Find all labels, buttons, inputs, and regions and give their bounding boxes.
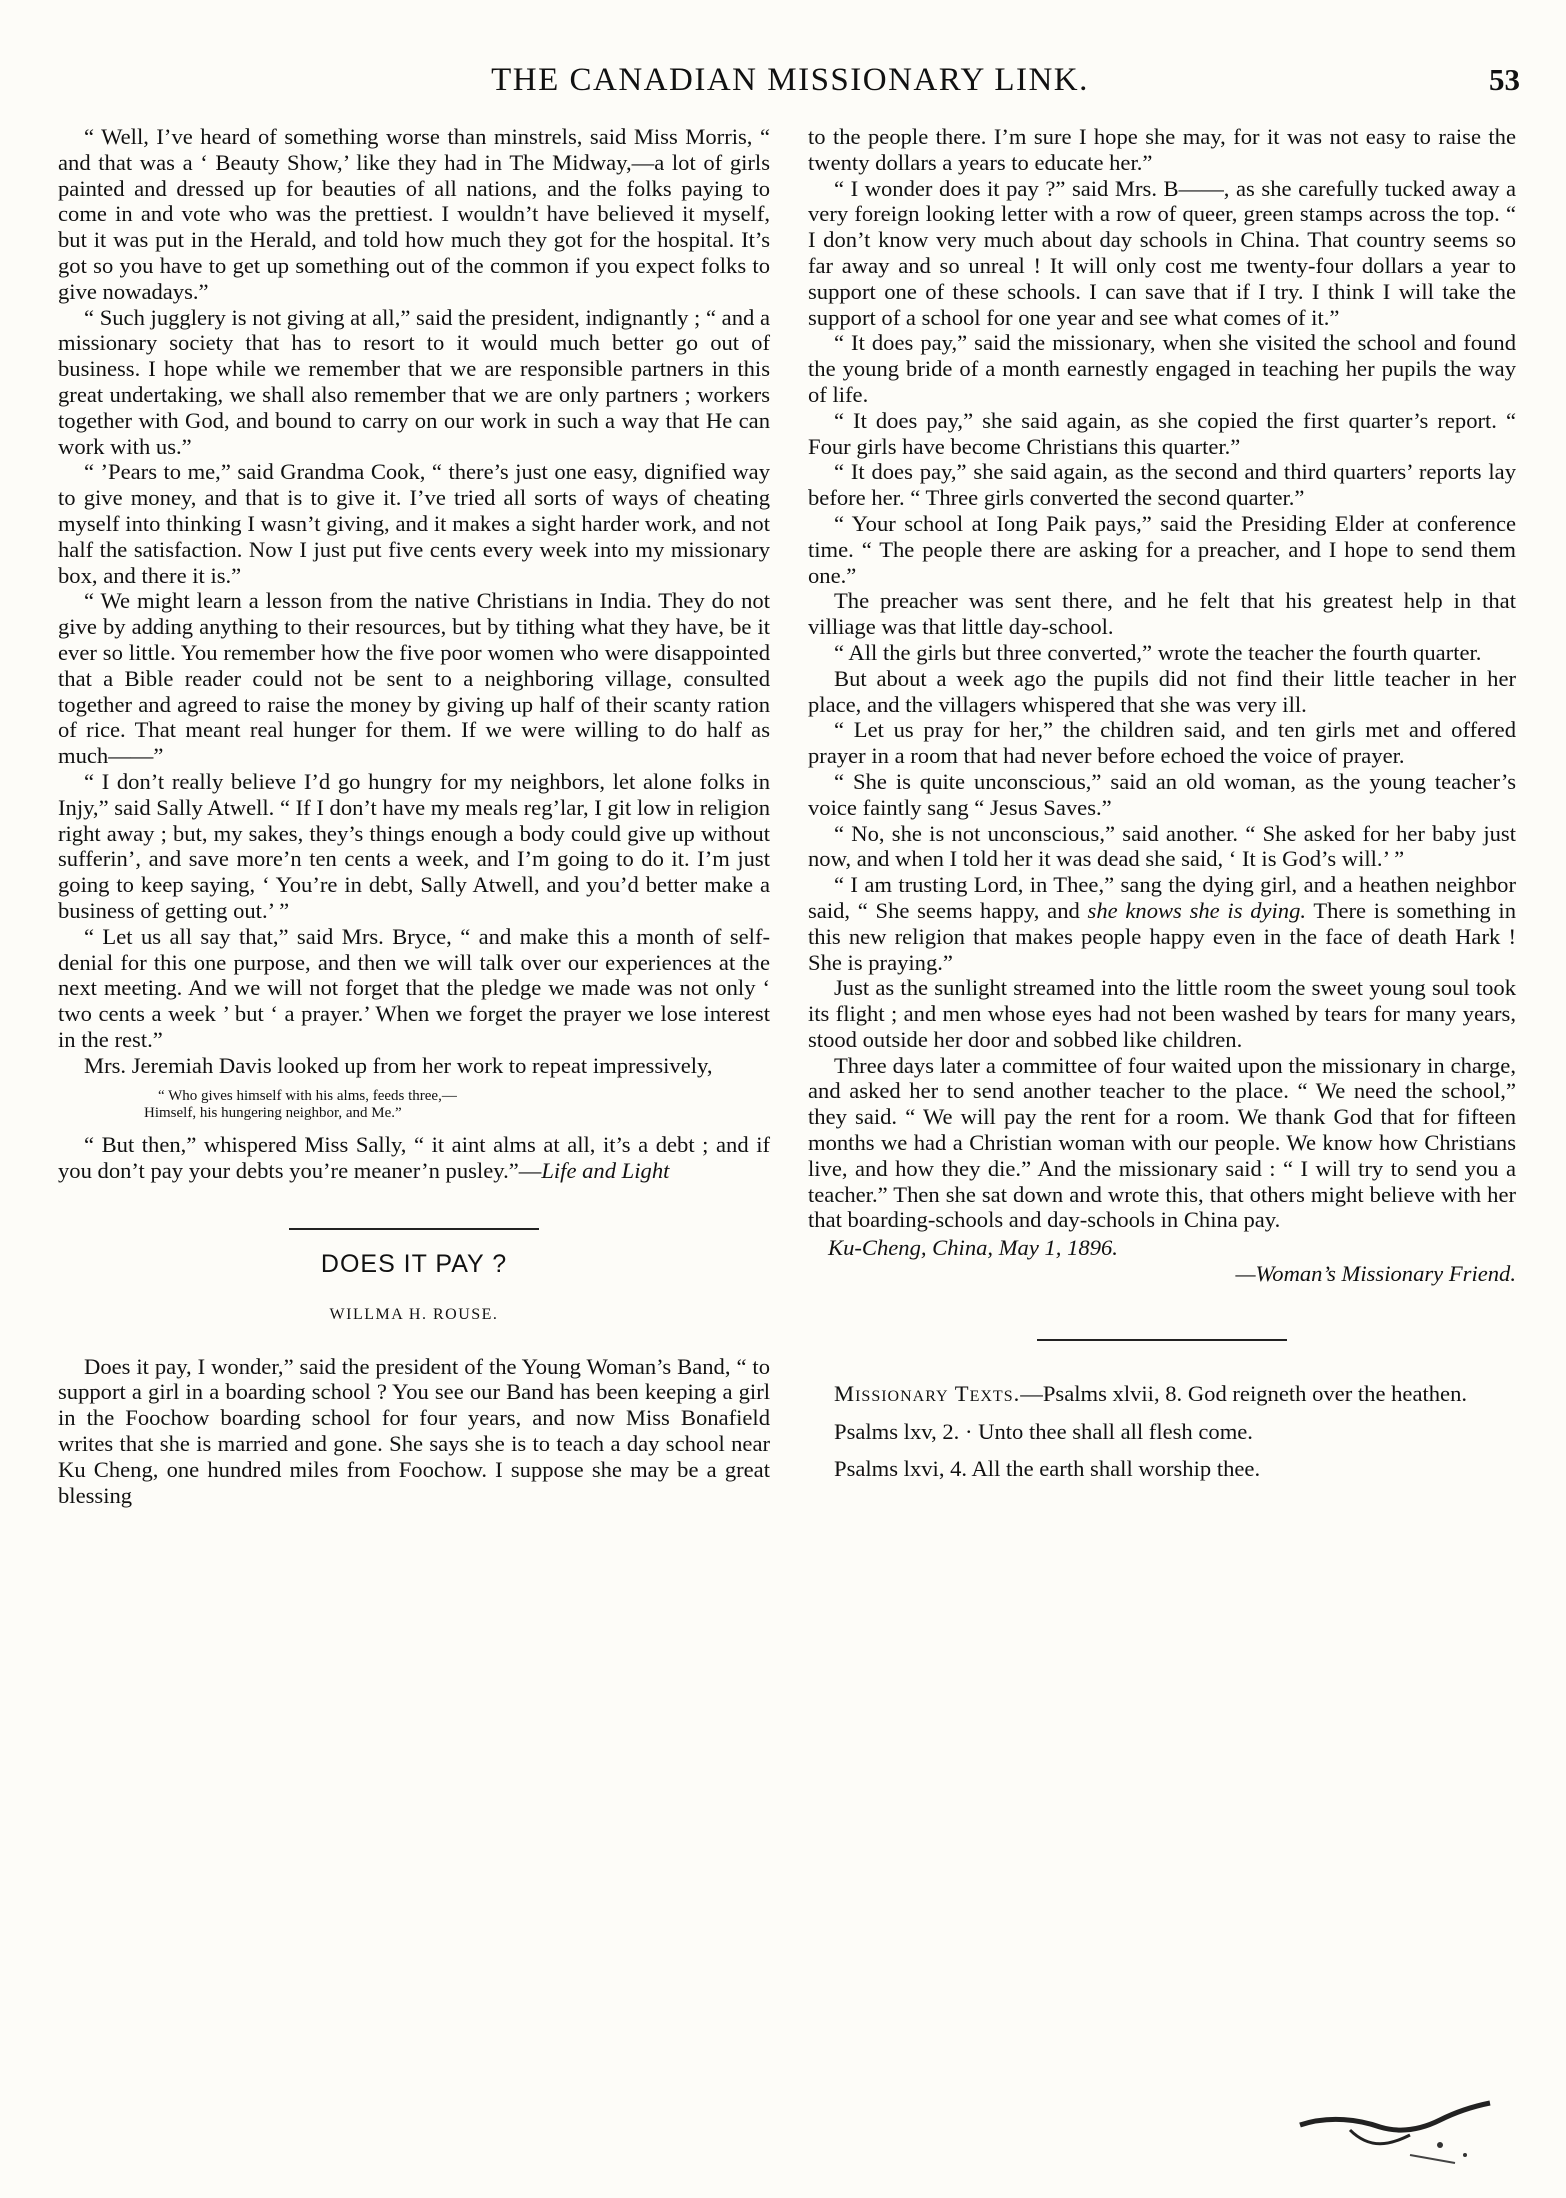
page-number: 53 bbox=[1489, 62, 1520, 97]
paragraph: “ Your school at Iong Paik pays,” said the Presiding Elder at conference time. “ The people there are asking for a preacher, and I hope to send them one.” bbox=[808, 510, 1516, 588]
dateline: Ku-Cheng, China, May 1, 1896. bbox=[828, 1235, 1118, 1261]
paragraph: “ I wonder does it pay ?” said Mrs. B——, as she carefully tucked away a very foreign looking letter with a row of queer, green stamps across the top. “ I don’t know very much about day schools in China. That country seems so far away and so unreal ! It will only cost me twenty-four dollars a year to support one of these schools. I can save that if I try. I think I will take the support of a school for one year and see what comes of it.” bbox=[808, 175, 1516, 330]
article-title: DOES IT PAY ? bbox=[320, 1250, 508, 1279]
paragraph: “ Let us all say that,” said Mrs. Bryce, “ and make this a month of self-denial for this one purpose, and then we will talk over our experiences at the next meeting. And we will not forget that the pledge we made was not only ‘ two cents a week ’ but ‘ a prayer.’ When we forget the prayer we lose interest in the rest.” bbox=[58, 923, 770, 1052]
emphasis-text: she knows she is dying. bbox=[1087, 897, 1307, 923]
text-run: There is something in this new religion that makes people happy even in the face of death Hark ! She is praying.” bbox=[808, 897, 1516, 975]
paragraph: The preacher was sent there, and he felt that his greatest help in that villiage was that little day-school. bbox=[808, 588, 1516, 640]
paragraph: “ No, she is not unconscious,” said another. “ She asked for her baby just now, and when I told her it was dead she said, ‘ It is God’s will.’ ” bbox=[808, 820, 1516, 872]
section-divider bbox=[1037, 1339, 1287, 1341]
couplet-line: Himself, his hungering neighbor, and Me.” bbox=[144, 1105, 402, 1122]
missionary-text-first bbox=[808, 1381, 1516, 1407]
paragraph: But about a week ago the pupils did not find their little teacher in her place, and the villagers whispered that she was very ill. bbox=[808, 665, 1516, 717]
couplet-line: “ Who gives himself with his alms, feeds three,— bbox=[158, 1088, 457, 1105]
ink-smudge-decoration bbox=[1290, 2075, 1520, 2175]
source-credit: —Woman’s Missionary Friend. bbox=[1235, 1261, 1516, 1287]
dying-paragraph bbox=[808, 872, 1516, 975]
closing-paragraph bbox=[58, 1132, 770, 1184]
paragraph: “ She is quite unconscious,” said an old woman, as the young teacher’s voice faintly sang “ Jesus Saves.” bbox=[808, 768, 1516, 820]
quoted-couplet bbox=[58, 1088, 770, 1122]
page-header bbox=[60, 62, 1520, 112]
paragraph: Just as the sunlight streamed into the little room the sweet young soul took its flight ; and men whose eyes had not been washed by tears for many years, stood outside her door and sobbed like children. bbox=[808, 975, 1516, 1052]
paragraph: “ ’Pears to me,” said Grandma Cook, “ there’s just one easy, dignified way to give money, and that is to give it. I’ve tried all sorts of ways of cheating myself into thinking I wasn’t giving, and it makes a sight harder work, and not half the satisfaction. Now I just put five cents every week into my missionary box, and there it is.” bbox=[58, 459, 770, 588]
paragraph: “ Well, I’ve heard of something worse than minstrels, said Miss Morris, “ and that was a ‘ Beauty Show,’ like they had in The Midway,—a lot of girls painted and dressed up for beauties of all nations, and the folks paying to come in and vote who was the prettiest. I wouldn’t have believed it myself, but it was put in the Herald, and told how much they got for the hospital. It’s got so you have to get up something out of the common if you expect folks to give nowadays.” bbox=[58, 124, 770, 304]
paragraph: “ All the girls but three converted,” wrote the teacher the fourth quarter. bbox=[834, 639, 1482, 665]
paragraph: “ I don’t really believe I’d go hungry for my neighbors, let alone folks in Injy,” said Sally Atwell. “ If I don’t have my meals reg’lar, I git low in religion right away ; but, my sakes, they’s things enough a body could give up without sufferin’, and save more’n ten cents a week, and I’m going to do it. I’m just going to keep saying, ‘ You’re in debt, Sally Atwell, and you’d better make a business of getting out.’ ” bbox=[58, 768, 770, 923]
article-opening: Does it pay, I wonder,” said the president of the Young Woman’s Band, “ to support a girl in a boarding school ? You see our Band has been keeping a girl in the Foochow boarding school for four years, and now Miss Bonafield writes that she is married and gone. She says she is to teach a day school near Ku Cheng, one hundred miles from Foochow. I suppose she may be a great blessing bbox=[58, 1353, 770, 1508]
text-run: —Psalms xlvii, 8. God reigneth over the heathen. bbox=[1020, 1380, 1468, 1406]
paragraph: to the people there. I’m sure I hope she may, for it was not easy to raise the twenty dollars a years to educate her.” bbox=[808, 124, 1516, 175]
missionary-texts bbox=[808, 1381, 1516, 1482]
paragraph: “ It does pay,” said the missionary, when she visited the school and found the young bride of a month earnestly engaged in teaching her pupils the way of life. bbox=[808, 330, 1516, 407]
left-column bbox=[58, 124, 770, 1508]
running-title: THE CANADIAN MISSIONARY LINK. bbox=[491, 62, 1089, 98]
paragraph: Three days later a committee of four waited upon the missionary in charge, and asked her to send another teacher to the place. “ We need the school,” they said. “ We will pay the rent for a room. We thank God that for fifteen months we had a Christian woman with our people. We know how Christians live, and how they die.” And the missionary said : “ I will try to send you a teacher.” Then she sat down and wrote this, that others might believe with her that boarding-schools and day-schools in China pay. bbox=[808, 1052, 1516, 1233]
paragraph: “ Let us pray for her,” the children said, and ten girls met and offered prayer in a room that had never before echoed the voice of prayer. bbox=[808, 717, 1516, 769]
paragraph: Mrs. Jeremiah Davis looked up from her work to repeat impressively, bbox=[84, 1052, 713, 1078]
paragraph: “ We might learn a lesson from the native Christians in India. They do not give by adding anything to their resources, but by tithing what they have, be it ever so little. You remember how the five poor women who were disappointed that a Bible reader could not be sent to a neighboring village, consulted together and agreed to raise the money by giving up half of their scanty ration of rice. That meant real hunger for them. If we were willing to do half as much——” bbox=[58, 588, 770, 769]
missionary-text: Psalms lxv, 2. · Unto thee shall all flesh come. bbox=[834, 1418, 1253, 1444]
right-column bbox=[808, 124, 1516, 1482]
missionary-text: Psalms lxvi, 4. All the earth shall worship thee. bbox=[834, 1456, 1261, 1482]
text-run: “ I am trusting Lord, in Thee,” sang the dying girl, and a heathen neighbor said, “ She seems happy, and bbox=[808, 872, 1516, 923]
closing-source: Life and Light bbox=[541, 1158, 670, 1184]
closing-text: “ But then,” whispered Miss Sally, “ it aint alms at all, it’s a debt ; and if you don’t pay your debts you’re meaner’n pusley.”— bbox=[58, 1132, 770, 1184]
missionary-texts-heading: Missionary Texts. bbox=[834, 1380, 1021, 1406]
paragraph: “ Such jugglery is not giving at all,” said the president, indignantly ; “ and a missionary society that has to resort to it would much better go out of business. I hope while we remember that we are responsible partners in this great undertaking, we shall also remember that we are only partners ; workers together with God, and bound to carry on our work in such a way that He can work with us.” bbox=[58, 304, 770, 459]
paragraph: “ It does pay,” she said again, as the second and third quarters’ reports lay before her. “ Three girls converted the second quarter.” bbox=[808, 459, 1516, 511]
article-author: WILLMA H. ROUSE. bbox=[329, 1305, 499, 1323]
paragraph: “ It does pay,” she said again, as she copied the first quarter’s report. “ Four girls have become Christians this quarter.” bbox=[808, 407, 1516, 459]
section-divider bbox=[289, 1228, 539, 1230]
